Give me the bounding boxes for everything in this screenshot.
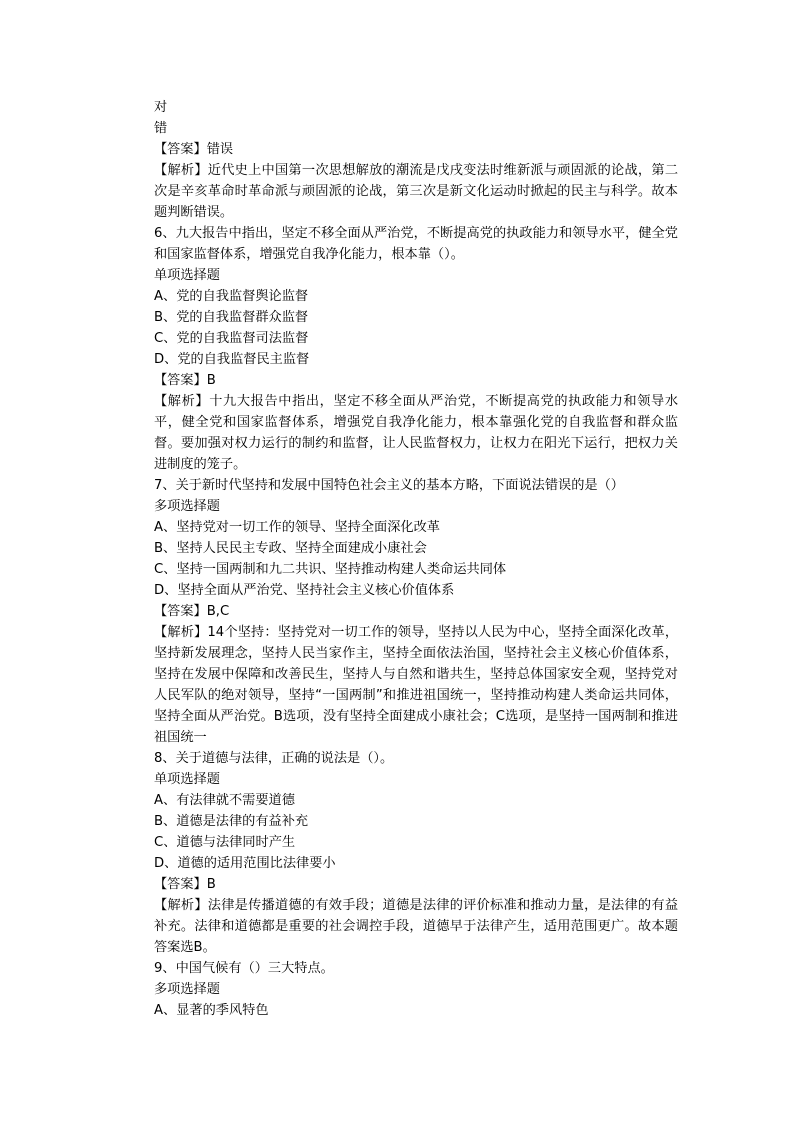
analysis-tag: 【解析】 [154,625,208,640]
q8-analysis [118,895,678,958]
q6-option-d: D、党的自我监督民主监督 [154,352,310,367]
q6-analysis [118,391,678,475]
answer-value: 错误 [206,142,234,157]
q8-question: 8、关于道德与法律，正确的说法是（）。 [154,751,394,766]
q7-option-c: C、坚持一国两制和九二共识、坚持推动构建人类命运共同体 [154,562,507,577]
q7-answer [118,601,678,622]
answer-tag: 【答案】 [154,877,207,892]
q9-question: 9、中国气候有（）三大特点。 [154,961,334,976]
q8-option-a: A、有法律就不需要道德 [154,793,295,808]
q6-option-a: A、党的自我监督舆论监督 [154,289,309,304]
q7-type: 多项选择题 [154,499,220,514]
q9-type: 多项选择题 [154,982,220,997]
analysis-text: 法律是传播道德的有效手段；道德是法律的评价标准和推动力量，是法律的有益补充。法律和道德都是重要的社会调控手段，道德早于法律产生，适用范围更广。故本题答案选B。 [154,898,679,955]
analysis-tag: 【解析】 [154,394,210,409]
analysis-text: 近代史上中国第一次思想解放的潮流是戊戌变法时维新派与顽固派的论战，第二次是辛亥革命时革命派与顽固派的论战，第三次是新文化运动时掀起的民主与科学。故本题判断错误。 [154,163,679,220]
analysis-tag: 【解析】 [154,163,208,178]
q7-option-b: B、坚持人民民主专政、坚持全面建成小康社会 [154,541,427,556]
q8-answer [118,874,678,895]
q9-option-a: A、显著的季风特色 [154,1003,269,1018]
q7-option-d: D、坚持全面从严治党、坚持社会主义核心价值体系 [154,583,455,598]
false-option: 错 [154,121,168,136]
q8-type: 单项选择题 [154,772,220,787]
answer-value: B [206,373,216,388]
q6-option-c: C、党的自我监督司法监督 [154,331,309,346]
q5-analysis [118,160,678,223]
answer-tag: 【答案】 [154,604,207,619]
answer-value: B,C [206,604,230,619]
q5-answer [118,139,678,160]
true-option: 对 [154,100,168,115]
document-content [118,97,678,1021]
q6-question: 6、九大报告中指出，坚定不移全面从严治党，不断提高党的执政能力和领导水平，健全党和国家监督体系，增强党自我净化能力，根本靠（）。 [154,226,678,262]
q7-option-a: A、坚持党对一切工作的领导、坚持全面深化改革 [154,520,440,535]
q8-option-b: B、道德是法律的有益补充 [154,814,309,829]
answer-value: B [206,877,216,892]
q7-analysis [118,622,678,748]
answer-tag: 【答案】 [154,142,207,157]
q8-option-c: C、道德与法律同时产生 [154,835,296,850]
q8-option-d: D、道德的适用范围比法律要小 [154,856,336,871]
analysis-text: 十九大报告中指出，坚定不移全面从严治党，不断提高党的执政能力和领导水平，健全党和国家监督体系，增强党自我净化能力，根本靠强化党的自我监督和群众监督。要加强对权力运行的制约和监督，让人民监督权力，让权力在阳光下运行，把权力关进制度的笼子。 [154,394,679,472]
q6-type: 单项选择题 [154,268,220,283]
analysis-tag: 【解析】 [154,898,208,913]
q6-answer [118,370,678,391]
q7-question: 7、关于新时代坚持和发展中国特色社会主义的基本方略，下面说法错误的是（） [154,478,624,493]
q6-option-b: B、党的自我监督群众监督 [154,310,309,325]
answer-tag: 【答案】 [154,373,207,388]
analysis-text: 14个坚持：坚持党对一切工作的领导，坚持以人民为中心，坚持全面深化改革，坚持新发展理念，坚持人民当家作主，坚持全面依法治国，坚持社会主义核心价值体系，坚持在发展中保障和改善民生，坚持人与自然和谐共生，坚持总体国家安全观，坚持党对人民军队的绝对领导，坚持“一国两制”和推进祖国统一，坚持推动构建人类命运共同体，坚持全面从严治党。B选项，没有坚持全面建成小康社会；C选项，是坚持一国两制和推进祖国统一 [154,625,679,745]
